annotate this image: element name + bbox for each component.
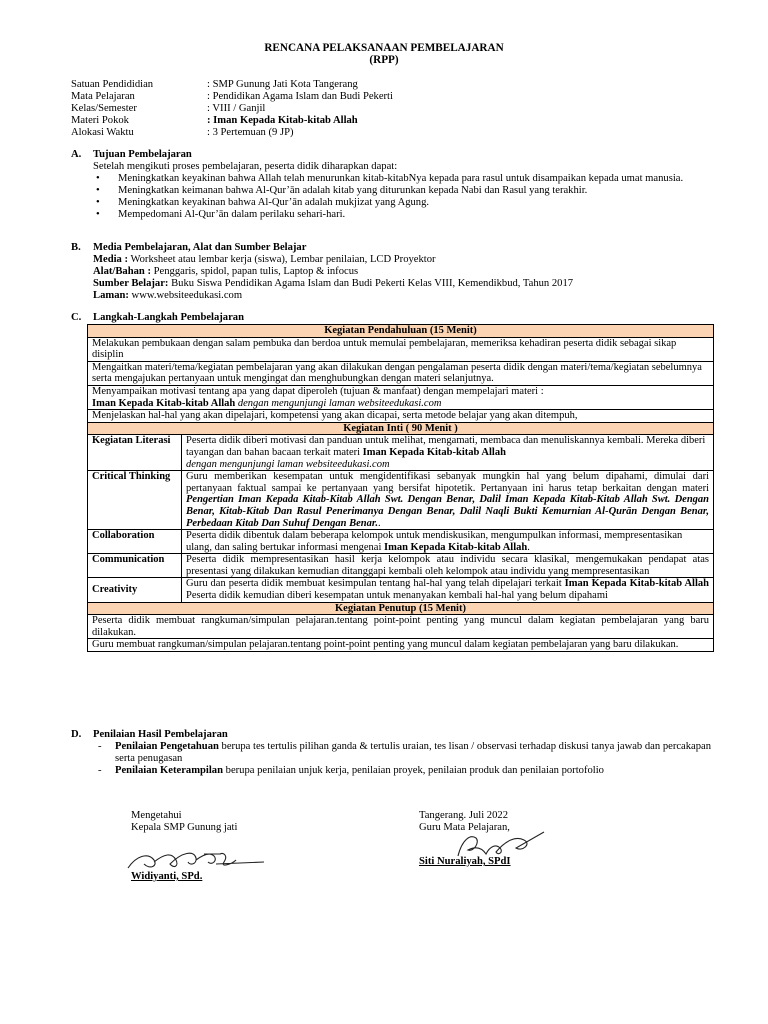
right-sign-line2: Guru Mata Pelajaran, xyxy=(419,822,510,833)
list-item: • Meningkatkan keyakinan bahwa Allah telah menurunkan kitab-kitabNya kepada para rasul untuk disampaikan kepada umat manusia. xyxy=(93,173,713,185)
document-title: RENCANA PELAKSANAAN PEMBELAJARAN xyxy=(264,42,504,54)
activity-label: Creativity xyxy=(88,578,182,602)
table-row xyxy=(88,325,714,338)
penutup-header: Kegiatan Penutup (15 Menit) xyxy=(88,602,714,615)
list-item: • Mempedomani Al-Qur’ān dalam perilaku sehari-hari. xyxy=(93,209,713,221)
table-row xyxy=(88,554,714,578)
table-cell: Guru membuat rangkuman/simpulan pelajaran.tentang point-point penting yang muncul dalam kegiatan pembelajaran yang baru dilakukan. xyxy=(88,639,714,652)
sources-line: Sumber Belajar: Buku Siswa Pendidikan Agama Islam dan Budi Pekerti Kelas VIII, Kemendikbud, Tahun 2017 xyxy=(93,278,574,289)
info-row xyxy=(71,79,393,91)
section-d-heading: D. Penilaian Hasil Pembelajaran xyxy=(71,729,228,740)
list-item: - Penilaian Keterampilan berupa penilaian unjuk kerja, penilaian proyek, penilaian produk dan penilaian portofolio xyxy=(98,765,604,776)
info-value: : VIII / Ganjil xyxy=(207,103,266,114)
table-row xyxy=(88,615,714,639)
table-cell: Menjelaskan hal-hal yang akan dipelajari, kompetensi yang akan dicapai, serta metode belajar yang akan ditempuh, xyxy=(88,410,714,423)
info-value: : SMP Gunung Jati Kota Tangerang xyxy=(207,79,358,90)
info-value: : 3 Pertemuan (9 JP) xyxy=(207,127,294,138)
info-label: Alokasi Waktu xyxy=(71,127,134,138)
table-cell: Mengaitkan materi/tema/kegiatan pembelajaran yang akan dilakukan dengan pengalaman peserta didik dengan materi/tema/kegiatan sebelumnya serta mengajukan pertanyaan untuk mengingat dan menghubungkan dengan materi selanjutnya. xyxy=(88,361,714,385)
identity-info xyxy=(71,79,393,139)
table-row xyxy=(88,410,714,423)
info-row xyxy=(71,115,393,127)
list-item: • Meningkatkan keimanan bahwa Al-Qur’ān adalah kitab yang diturunkan kepada Nabi dan Rasul yang terakhir. xyxy=(93,185,713,197)
activity-text: Peserta didik mempresentasikan hasil kerja kelompok atau individu secara klasikal, mengemukakan pendapat atas presentasi yang dilakukan kemudian ditanggapi kembali oleh kelompok atau individu yang mempresentasikan xyxy=(182,554,714,578)
info-value: : Iman Kepada Kitab-kitab Allah xyxy=(207,115,358,126)
pendahuluan-header: Kegiatan Pendahuluan (15 Menit) xyxy=(88,325,714,338)
info-label: Kelas/Semester xyxy=(71,103,137,114)
section-a-body xyxy=(93,161,713,221)
table-row xyxy=(88,435,714,471)
table-row xyxy=(88,578,714,602)
activity-text: Guru memberikan kesempatan untuk mengidentifikasi sebanyak mungkin hal yang belum dipahami, dimulai dari pertanyaan faktual sampai ke pertanyaan yang bersifat hipotetik. Pertanyaan ini harus tetap berkaitan dengan materi Pengertian Iman Kepada Kitab-Kitab Allah Swt. Dengan Benar, Dalil Iman Kepada Kitab-Kitab Allah Swt. Dengan Benar, Kitab-Kitab Dan Rasul Penerimanya Dengan Benar, Dalil Naqli Bukti Kemurnian Al-Qurān Dengan Benar, Perbedaan Kitab Dan Suhuf Dengan Benar.. xyxy=(182,471,714,530)
info-row xyxy=(71,103,393,115)
list-item: • Meningkatkan keyakinan bahwa Al-Qur’ān adalah mukjizat yang Agung. xyxy=(93,197,713,209)
right-sign-line1: Tangerang. Juli 2022 xyxy=(419,810,508,821)
info-label: Mata Pelajaran xyxy=(71,91,135,102)
table-row xyxy=(88,385,714,409)
info-row xyxy=(71,91,393,103)
tools-line: Alat/Bahan : Penggaris, spidol, papan tulis, Laptop & infocus xyxy=(93,266,359,277)
table-cell: Peserta didik membuat rangkuman/simpulan pelajaran.tentang point-point penting yang muncul dalam kegiatan pembelajaran yang baru dilakukan. xyxy=(88,615,714,639)
document-subtitle: (RPP) xyxy=(369,54,399,66)
assessment-list xyxy=(95,741,715,777)
section-a-intro: Setelah mengikuti proses pembelajaran, peserta didik diharapkan dapat: xyxy=(93,161,398,172)
section-b-heading: B. Media Pembelajaran, Alat dan Sumber Belajar xyxy=(71,242,307,253)
section-a-heading: A. Tujuan Pembelajaran xyxy=(71,149,192,160)
activity-text: Peserta didik dibentuk dalam beberapa kelompok untuk mendiskusikan, mengumpulkan informasi, mempresentasikan ulang, dan saling bertukar informasi mengenai Iman Kepada Kitab-kitab Allah. xyxy=(182,530,714,554)
left-sign-line1: Mengetahui xyxy=(131,810,182,821)
table-cell: Melakukan pembukaan dengan salam pembuka dan berdoa untuk memulai pembelajaran, memeriksa kehadiran peserta didik sebagai sikap disiplin xyxy=(88,337,714,361)
activity-text: Guru dan peserta didik membuat kesimpulan tentang hal-hal yang telah dipelajari terkait Iman Kepada Kitab-kitab Allah Peserta didik kemudian diberi kesempatan untuk menanyakan kembali hal-hal yang belum dipahami xyxy=(182,578,714,602)
section-c-heading: C. Langkah-Langkah Pembelajaran xyxy=(71,312,244,323)
left-sign-name: Widiyanti, SPd. xyxy=(131,871,203,882)
objectives-list xyxy=(93,173,713,221)
section-b-body xyxy=(93,254,713,302)
activity-label: Critical Thinking xyxy=(88,471,182,530)
inti-header: Kegiatan Inti ( 90 Menit ) xyxy=(88,422,714,435)
table-row xyxy=(88,530,714,554)
info-label: Materi Pokok xyxy=(71,115,129,126)
table-row xyxy=(88,602,714,615)
info-label: Satuan Pendididian xyxy=(71,79,154,90)
table-cell: Menyampaikan motivasi tentang apa yang dapat diperoleh (tujuan & manfaat) dengan mempelajari materi : Iman Kepada Kitab-kitab Allah dengan mengunjungi laman websiteedukasi.com xyxy=(88,385,714,409)
media-line: Media : Worksheet atau lembar kerja (siswa), Lembar penilaian, LCD Proyektor xyxy=(93,254,436,265)
table-row xyxy=(88,422,714,435)
right-sign-name: Siti Nuraliyah, SPdI xyxy=(419,856,511,867)
website-line: Laman: www.websiteedukasi.com xyxy=(93,290,243,301)
table-row xyxy=(88,471,714,530)
activity-label: Kegiatan Literasi xyxy=(88,435,182,471)
activity-label: Communication xyxy=(88,554,182,578)
activity-text: Peserta didik diberi motivasi dan panduan untuk melihat, mengamati, membaca dan menuliskannya kembali. Mereka diberi tayangan dan bahan bacaan terkait materi Iman Kepada Kitab-kitab Allah dengan mengunjungi laman websiteedukasi.com xyxy=(182,435,714,471)
activity-label: Collaboration xyxy=(88,530,182,554)
learning-steps-table xyxy=(87,324,714,652)
info-value: : Pendidikan Agama Islam dan Budi Pekerti xyxy=(207,91,393,102)
table-row xyxy=(88,337,714,361)
table-row xyxy=(88,639,714,652)
info-row xyxy=(71,127,393,139)
list-item: - Penilaian Pengetahuan berupa tes tertulis pilihan ganda & tertulis uraian, tes lisan / observasi terhadap diskusi tanya jawab dan percakapan serta penugasan xyxy=(98,741,712,764)
table-row xyxy=(88,361,714,385)
left-sign-line2: Kepala SMP Gunung jati xyxy=(131,822,238,833)
